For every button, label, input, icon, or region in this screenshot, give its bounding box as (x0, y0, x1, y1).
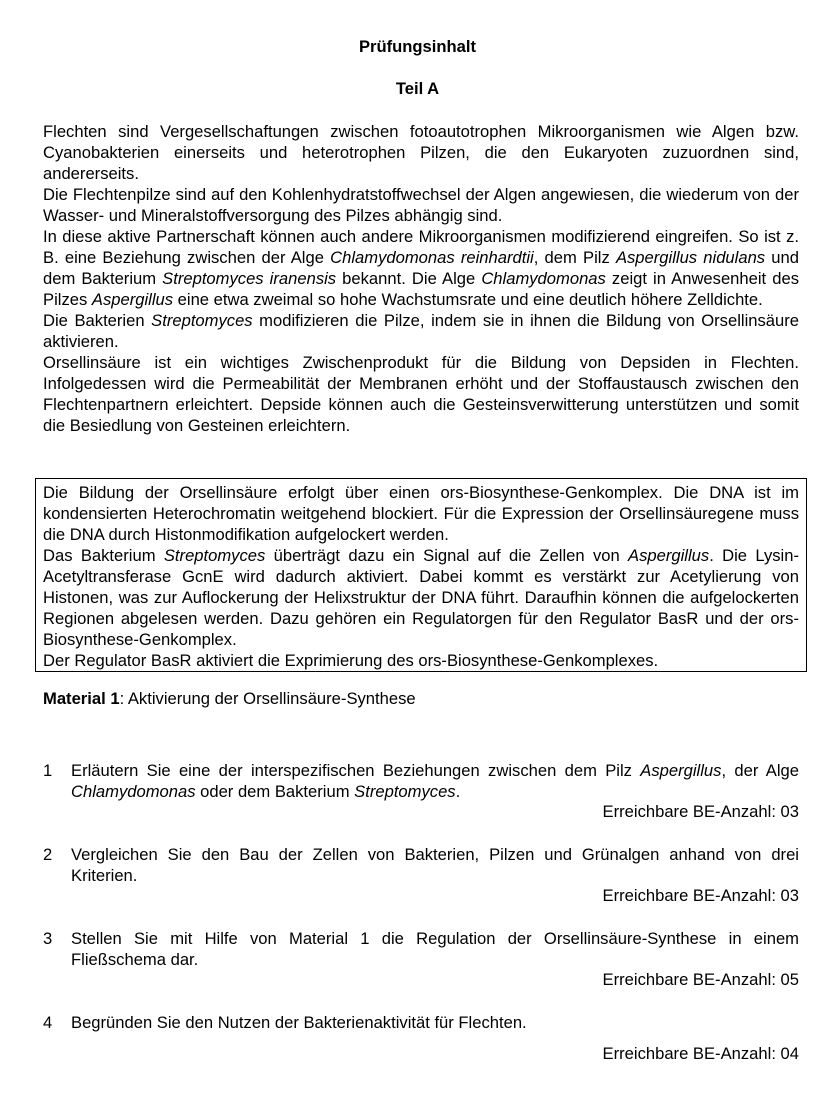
material-paragraph: Die Bildung der Orsellinsäure erfolgt über einen ors-Biosynthese-Genkomplex. Die DNA ist im kondensierten Heterochromatin weitgehend blockiert. Für die Expression der Orsellinsäuregene muss die DNA durch Histonmodifikation aufgelockert werden. (43, 483, 799, 544)
intro-text (43, 121, 799, 436)
material-box (35, 478, 807, 672)
material-caption (43, 688, 799, 709)
species-name: Aspergillus (91, 290, 174, 309)
caption-text: : Aktivierung der Orsellinsäure-Synthese (119, 689, 416, 708)
text-fragment: und dem Bakterium (43, 248, 799, 288)
task-number: 1 (43, 761, 53, 780)
text-fragment: In diese aktive Partnerschaft können auch andere Mikroorganismen modifizierend eingreifen. So ist z. B. eine Beziehung zwischen der Alge (43, 227, 799, 267)
intro-paragraph: Orsellinsäure ist ein wichtiges Zwischenprodukt für die Bildung von Depsiden in Flechten. Infolgedessen wird die Permeabilität der Membranen erhöht und der Stoffaustausch zwischen den Flechtenpartnern erleichtert. Depside können auch die Gesteinsverwitterung unterstützen und somit die Besiedlung von Gesteinen erleichtern. (43, 353, 799, 435)
text-fragment: . (455, 782, 461, 801)
species-name: Chlamydomonas (71, 782, 196, 801)
task-score: Erreichbare BE-Anzahl: 05 (602, 970, 799, 989)
text-fragment: überträgt dazu ein Signal auf die Zellen von (265, 546, 629, 565)
task-number: 3 (43, 929, 53, 948)
task-number: 2 (43, 845, 53, 864)
intro-paragraph: Flechten sind Vergesellschaftungen zwischen fotoautotrophen Mikroorganismen wie Algen bzw. Cyanobakterien einerseits und heterotrophen Pilzen, die den Eukaryoten zuzuordnen sind, andererseits. (43, 122, 799, 183)
species-name: Aspergillus (628, 546, 710, 565)
species-name: Chlamydomonas reinhardtii (330, 248, 534, 267)
page-title: Prüfungsinhalt (358, 37, 477, 56)
intro-paragraph: Die Flechtenpilze sind auf den Kohlenhydratstoffwechsel der Algen angewiesen, die wiederum von der Wasser- und Mineralstoffversorgung des Pilzes abhängig sind. (43, 185, 799, 225)
task-score: Erreichbare BE-Anzahl: 03 (602, 886, 799, 905)
task-text: Vergleichen Sie den Bau der Zellen von Bakterien, Pilzen und Grünalgen anhand von drei Kriterien. (71, 845, 799, 885)
task-text: Stellen Sie mit Hilfe von Material 1 die Regulation der Orsellinsäure-Synthese in einem Fließschema dar. (71, 929, 799, 969)
task-number: 4 (43, 1013, 53, 1032)
text-fragment: Erläutern Sie eine der interspezifischen Beziehungen zwischen dem Pilz (71, 761, 641, 780)
task-score: Erreichbare BE-Anzahl: 03 (602, 802, 799, 821)
intro-paragraph (43, 310, 799, 352)
text-fragment: Das Bakterium (43, 546, 164, 565)
text-fragment: , dem Pilz (533, 248, 616, 267)
text-fragment: eine etwa zweimal so hohe Wachstumsrate und eine deutlich höhere Zelldichte. (173, 290, 763, 309)
text-fragment: , der Alge (721, 761, 799, 780)
task-score: Erreichbare BE-Anzahl: 04 (602, 1044, 799, 1063)
species-name: Chlamydomonas (481, 269, 606, 288)
text-fragment: modifizieren die Pilze, indem sie in ihnen die Bildung von Orsellinsäure aktivieren. (43, 311, 799, 351)
text-fragment: bekannt. Die Alge (336, 269, 482, 288)
material-paragraph (43, 545, 799, 650)
material-paragraph: Der Regulator BasR aktiviert die Exprimierung des ors-Biosynthese-Genkomplexes. (43, 651, 659, 670)
caption-label: Material 1 (43, 689, 120, 708)
section-title: Teil A (395, 79, 440, 98)
material-text (43, 482, 799, 671)
species-name: Streptomyces (151, 311, 253, 330)
task-text: Begründen Sie den Nutzen der Bakterienaktivität für Flechten. (71, 1013, 527, 1032)
species-name: Aspergillus (640, 761, 722, 780)
species-name: Streptomyces (163, 546, 266, 565)
task-text (71, 760, 799, 802)
text-fragment: . Die Lysin-Acetyltransferase GcnE wird dadurch aktiviert. Dabei kommt es verstärkt zur Acetylierung von Histonen, was zur Auflockerung der Helixstruktur der DNA führt. Daraufhin können die aufgelockerten Regionen abgelesen werden. Dazu gehören ein Regulatorgen für den Regulator BasR und der ors-Biosynthese-Genkomplex. (43, 546, 799, 649)
species-name: Streptomyces (354, 782, 456, 801)
text-fragment: zeigt in Anwesenheit des Pilzes (43, 269, 799, 309)
text-fragment: Die Bakterien (43, 311, 152, 330)
species-name: Aspergillus nidulans (615, 248, 766, 267)
intro-paragraph (43, 226, 799, 310)
species-name: Streptomyces iranensis (162, 269, 337, 288)
text-fragment: oder dem Bakterium (195, 782, 355, 801)
